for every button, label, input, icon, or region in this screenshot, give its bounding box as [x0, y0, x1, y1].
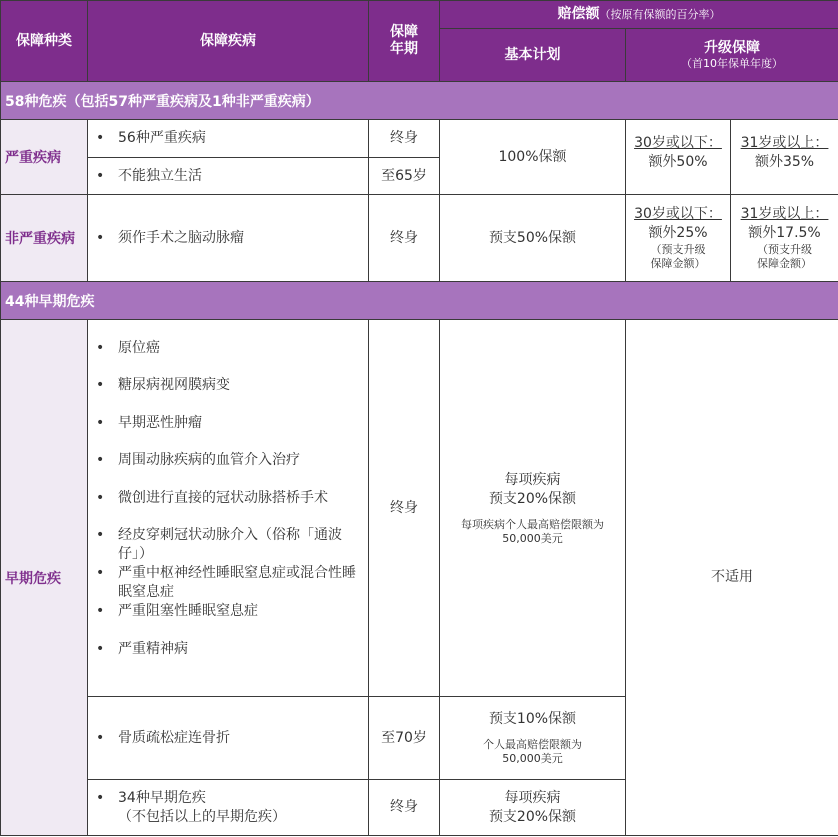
- term-cell: [369, 195, 440, 282]
- bullet-icon: •: [96, 603, 105, 620]
- basic-line: 预支10%保额: [488, 711, 577, 727]
- upgrade-young-value: 额外50%: [648, 153, 708, 170]
- illness-label: 严重中枢神经性睡眠窒息症或混合性睡眠窒息症: [118, 565, 356, 601]
- upgrade-young-label: 30岁或以下：: [634, 206, 722, 222]
- bullet-icon: •: [96, 377, 105, 394]
- header-illness-label: 保障疾病: [200, 32, 256, 49]
- basic-severe: [440, 120, 626, 195]
- bullet-icon: •: [96, 489, 105, 506]
- illness-label: 周围动脉疾病的血管介入治疗: [118, 452, 300, 469]
- upgrade-na-label: 不适用: [711, 569, 754, 585]
- illness-row: [88, 195, 369, 282]
- upgrade-old-note: 保障金额）: [757, 257, 813, 270]
- bullet-icon: •: [96, 640, 105, 657]
- term-label: 终身: [390, 499, 418, 516]
- term-cell: [369, 780, 440, 836]
- basic-line: 每项疾病: [504, 789, 561, 806]
- category-nonsevere-label: 非严重疾病: [5, 231, 75, 247]
- basic-severe-label: 100%保额: [498, 148, 567, 165]
- header-term-line1: 保障: [390, 24, 418, 40]
- upgrade-severe-old: [731, 120, 838, 195]
- bullet-icon: •: [96, 339, 105, 356]
- category-severe-label: 严重疾病: [5, 150, 61, 166]
- basic-line: 预支20%保额: [488, 490, 577, 507]
- bullet-icon: •: [96, 565, 105, 582]
- upgrade-nonsevere-young: [626, 195, 731, 282]
- upgrade-young-note: （预支升级: [650, 243, 706, 256]
- illness-label: 不能独立生活: [118, 167, 202, 184]
- list-item: [96, 414, 364, 452]
- bullet-icon: •: [96, 729, 105, 746]
- term-cell: [369, 120, 440, 158]
- upgrade-old-label: 31岁或以上：: [740, 206, 829, 222]
- illness-row: [88, 158, 369, 195]
- list-item: [96, 640, 364, 678]
- illness-label: 糖尿病视网膜病变: [118, 377, 230, 394]
- category-early-label: 早期危疾: [5, 570, 61, 587]
- upgrade-old-note: （预支升级: [757, 243, 813, 256]
- illness-label: 骨质疏松症连骨折: [118, 729, 230, 746]
- term-cell: [369, 320, 440, 697]
- upgrade-nonsevere-old: [731, 195, 838, 282]
- illness-row: [88, 120, 369, 158]
- basic-early-group3: [440, 780, 626, 836]
- upgrade-young-value: 额外25%: [648, 225, 708, 241]
- basic-note: 50,000美元: [502, 531, 563, 545]
- bullet-icon: •: [96, 130, 105, 146]
- list-item: [96, 451, 364, 489]
- basic-early-group2: [440, 697, 626, 780]
- early-list: [96, 339, 364, 678]
- header-basic-label: 基本计划: [504, 46, 561, 63]
- term-cell: [369, 697, 440, 780]
- category-nonsevere: [1, 195, 88, 282]
- term-label: 终身: [390, 229, 418, 246]
- bullet-icon: •: [96, 414, 105, 431]
- header-payout-label: 赔偿额: [557, 6, 600, 22]
- header-basic: [440, 29, 626, 82]
- section-44-early-illness: [1, 282, 838, 320]
- upgrade-severe-young: [626, 120, 731, 195]
- list-item: [96, 376, 364, 414]
- basic-line: 预支20%保额: [488, 808, 577, 825]
- illness-label: 严重精神病: [118, 640, 188, 657]
- illness-note: （不包括以上的早期危疾）: [118, 808, 286, 825]
- header-term-line2: 年期: [390, 41, 418, 57]
- header-payout-note: （按原有保额的百分率）: [599, 8, 721, 21]
- term-cell: [369, 158, 440, 195]
- header-term: [369, 1, 440, 82]
- section-58-critical-illness: [1, 82, 838, 120]
- illness-label: 须作手术之脑动脉瘤: [118, 229, 244, 246]
- basic-line: 每项疾病: [504, 471, 561, 488]
- category-early: [1, 320, 88, 836]
- bullet-icon: •: [96, 452, 105, 469]
- header-upgrade-note: （首10年保单年度）: [681, 57, 784, 70]
- basic-early-group1: [440, 320, 626, 697]
- upgrade-early: [626, 320, 838, 836]
- illness-label: 早期恶性肿瘤: [118, 414, 202, 431]
- basic-nonsevere: [440, 195, 626, 282]
- category-severe: [1, 120, 88, 195]
- term-label: 至70岁: [381, 729, 427, 746]
- bullet-icon: •: [96, 229, 105, 246]
- section1-title: 58种危疾（包括57种严重疾病及1种非严重疾病）: [5, 93, 320, 110]
- header-payout: [440, 1, 838, 29]
- list-item: [96, 489, 364, 527]
- upgrade-young-note: 保障金额）: [650, 257, 706, 270]
- header-upgrade: [626, 29, 838, 82]
- term-label: 终身: [390, 799, 418, 815]
- upgrade-old-value: 额外17.5%: [748, 225, 821, 241]
- illness-label: 经皮穿刺冠状动脉介入（俗称「通波仔」）: [118, 527, 342, 563]
- basic-note: 50,000美元: [502, 752, 563, 765]
- bullet-icon: •: [96, 167, 105, 184]
- term-label: 至65岁: [381, 167, 427, 184]
- early-illness-list: [88, 320, 369, 697]
- header-type: [1, 1, 88, 82]
- list-item: [96, 339, 364, 377]
- list-item: [96, 526, 364, 564]
- term-label: 终身: [390, 130, 418, 146]
- section2-title: 44种早期危疾: [5, 293, 95, 310]
- list-item: [96, 564, 364, 602]
- illness-row: [88, 780, 369, 836]
- basic-nonsevere-label: 预支50%保额: [488, 229, 577, 246]
- illness-label: 34种早期危疾: [118, 789, 206, 806]
- illness-row: [88, 697, 369, 780]
- header-illness: [88, 1, 369, 82]
- illness-label: 56种严重疾病: [118, 130, 206, 146]
- list-item: [96, 602, 364, 640]
- header-type-label: 保障种类: [16, 32, 72, 49]
- bullet-icon: •: [96, 789, 105, 806]
- upgrade-young-label: 30岁或以下：: [634, 134, 722, 151]
- illness-label: 严重阻塞性睡眠窒息症: [118, 603, 258, 620]
- basic-note: 每项疾病个人最高赔偿限额为: [461, 517, 604, 531]
- upgrade-old-label: 31岁或以上：: [740, 134, 829, 151]
- basic-note: 个人最高赔偿限额为: [483, 738, 582, 751]
- illness-label: 微创进行直接的冠状动脉搭桥手术: [118, 489, 328, 506]
- illness-label: 原位癌: [118, 339, 160, 356]
- bullet-icon: •: [96, 527, 105, 544]
- header-upgrade-label: 升级保障: [704, 40, 761, 56]
- upgrade-old-value: 额外35%: [754, 153, 815, 170]
